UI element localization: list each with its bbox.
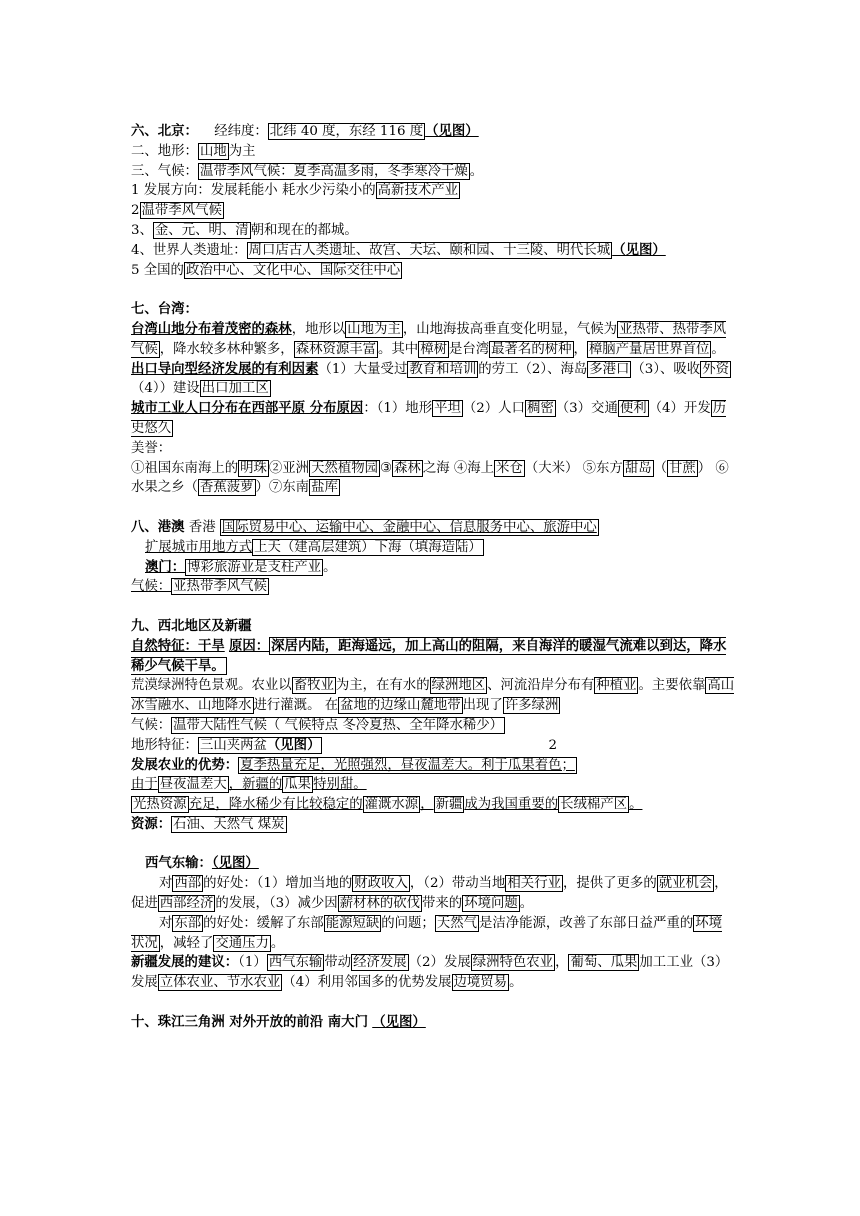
taiwan-forest-lead: 台湾山地分布着茂密的森林 bbox=[131, 320, 292, 337]
hk-answer: 国际贸易中心、运输中心、金融中心、信息服务中心、旅游中心 bbox=[221, 519, 597, 535]
item-3-tail: 朝和现在的都城。 bbox=[250, 222, 358, 238]
answer-econ-dev: 经济发展 bbox=[353, 955, 407, 971]
cotton-line bbox=[131, 795, 735, 815]
answer-3d-agri: 立体农业、节水农业 bbox=[159, 975, 281, 991]
text-run: 充足，降水稀少有比较稳定的 bbox=[188, 797, 363, 813]
stray-number: 2 bbox=[548, 737, 557, 753]
text-run: （4））建设 bbox=[131, 381, 200, 397]
text-run: ， bbox=[420, 797, 434, 813]
hk-label: 香港 bbox=[188, 519, 216, 535]
section-7-title: 七、台湾： bbox=[131, 301, 198, 318]
section-10-line bbox=[131, 1013, 735, 1033]
text-run: ）⑦东南 bbox=[255, 480, 310, 496]
text-run: （1）大量受过 bbox=[318, 361, 408, 377]
export-economy-paragraph bbox=[131, 360, 735, 400]
terrain-answer: 山地 bbox=[199, 143, 227, 159]
text-run: 。 bbox=[519, 896, 534, 912]
text-run: （3）、吸收 bbox=[631, 361, 701, 377]
climate-line bbox=[131, 162, 735, 182]
climate-label: 三、气候： bbox=[131, 163, 198, 179]
answer-irrigation: 灌溉水源 bbox=[364, 797, 419, 813]
export-economy-lead: 出口导向型经济发展的有利因素 bbox=[131, 360, 319, 377]
answer-oasis: 绿洲地区 bbox=[431, 678, 486, 694]
text-run: 进行灌溉。 在 bbox=[253, 698, 339, 714]
climate-answer: 温带季风气候：夏季高温多雨，冬季寒冷干燥 bbox=[199, 163, 468, 179]
text-run: 加工工业（3）发展 bbox=[131, 955, 729, 991]
text-run: 的好处：缓解了东部 bbox=[203, 915, 324, 931]
answer-fruit: 瓜果 bbox=[284, 777, 312, 793]
answer-crops: 种植业 bbox=[596, 678, 637, 694]
answer-climate: 亚热带、热带季风气候 bbox=[131, 321, 727, 357]
taiwan-forest-paragraph bbox=[131, 320, 735, 360]
latlon-label: 经纬度： bbox=[214, 124, 268, 139]
text-run: （2）人口 bbox=[462, 401, 525, 417]
item-4-label: 4、世界人类遗址： bbox=[131, 242, 247, 258]
agri-advantage-line bbox=[131, 756, 735, 776]
hk-climate-line bbox=[131, 577, 735, 597]
macau-answer: 博彩旅游业是支柱产业 bbox=[187, 559, 322, 575]
climate-tail: 。 bbox=[469, 163, 484, 179]
text-run: 。其中 bbox=[378, 341, 419, 357]
item-2-line bbox=[131, 201, 735, 221]
text-run: ，地形以 bbox=[291, 321, 346, 337]
item-2-num: 2 bbox=[131, 203, 140, 219]
text-run: 。 bbox=[629, 797, 643, 813]
dev-direction-line bbox=[131, 181, 735, 201]
nw-climate-line bbox=[131, 716, 735, 736]
text-run: 是台湾 bbox=[448, 341, 490, 357]
text-run: 成为我国重要的 bbox=[464, 797, 559, 813]
answer-foreign-capital: 外资 bbox=[702, 361, 729, 377]
text-run: 、河流沿岸分布有 bbox=[487, 678, 595, 694]
answer-pearl: 明珠 bbox=[240, 460, 267, 476]
answer-env-problem: 环境问题 bbox=[464, 896, 518, 912]
gas-west-paragraph bbox=[131, 874, 735, 914]
item-4-see-map: （见图） bbox=[612, 241, 666, 258]
text-run: 对 bbox=[159, 876, 173, 892]
item-2-answer: 温带季风气候 bbox=[141, 203, 222, 219]
city-distribution-paragraph bbox=[131, 399, 735, 439]
text-run: ，山地海拔高垂直变化明显，气候为 bbox=[402, 321, 618, 337]
item-3-answer: 金、元、明、清 bbox=[154, 222, 249, 238]
expand-line bbox=[145, 538, 735, 558]
text-run: （2）发展 bbox=[408, 955, 471, 971]
gas-east-paragraph bbox=[131, 914, 735, 954]
text-run: ③ bbox=[380, 460, 393, 476]
latlon-answer: 北纬 40 度，东经 116 度 bbox=[269, 124, 424, 139]
answer-history: 历史悠久 bbox=[131, 401, 727, 436]
item-3-num: 3、 bbox=[131, 222, 153, 238]
answer-meltwater: 高山冰雪融水、山地降水 bbox=[131, 678, 735, 714]
hk-climate-answer: 亚热带季风气候 bbox=[173, 579, 267, 595]
answer-education: 教育和培训 bbox=[409, 361, 477, 377]
text-run: ，减轻了 bbox=[159, 935, 214, 951]
macau-line bbox=[145, 558, 735, 578]
answer-energy-shortage: 能源短缺 bbox=[325, 915, 380, 931]
text-run: 的发展，（3）减少因 bbox=[215, 896, 338, 912]
resources-answer: 石油、天然气 煤炭 bbox=[173, 816, 285, 832]
text-run: ， bbox=[573, 341, 587, 357]
text-run: 的问题； bbox=[381, 915, 435, 931]
answer-mountain: 山地为主 bbox=[347, 321, 401, 337]
answer-west-economy: 西部经济 bbox=[159, 896, 214, 912]
text-run: 为主，在有水的 bbox=[335, 678, 430, 694]
answer-dense: 稠密 bbox=[526, 401, 554, 417]
gas-title-line bbox=[145, 854, 735, 874]
answer-forest-sea: 森林 bbox=[394, 460, 421, 476]
text-run: ） ⑥水果之乡（ bbox=[131, 460, 729, 496]
answer-xinjiang: 新疆 bbox=[435, 797, 463, 813]
answer-famous-tree: 最著名的树种 bbox=[491, 341, 572, 357]
text-run: 之海 ④海上 bbox=[422, 460, 495, 476]
section-6-title: 六、北京： bbox=[131, 123, 198, 139]
item-4-answer: 周口店古人类遗址、故宫、天坛、颐和园、十三陵、明代长城 bbox=[248, 242, 611, 258]
landform-see-map: （见图） bbox=[266, 736, 321, 753]
natural-feature-paragraph bbox=[131, 637, 735, 677]
text-run: ②亚洲 bbox=[268, 460, 310, 476]
text-run: 。主要依靠 bbox=[638, 678, 706, 694]
answer-jobs: 就业机会 bbox=[658, 876, 713, 892]
answer-natural-gas: 天然气 bbox=[436, 915, 477, 931]
text-run: （1） bbox=[238, 955, 267, 971]
answer-convenient: 便利 bbox=[619, 401, 647, 417]
answer-export-zone: 出口加工区 bbox=[201, 381, 269, 397]
text-run: 带动 bbox=[324, 955, 352, 971]
item-4-line bbox=[131, 241, 735, 261]
answer-ports: 多港口 bbox=[589, 361, 630, 377]
dev-answer: 高新技术产业 bbox=[377, 183, 459, 199]
natural-feature-label: 自然特征：干旱 bbox=[131, 637, 225, 654]
text-run: 荒漠绿洲特色景观。农业以 bbox=[131, 678, 292, 694]
item-5-answer: 政治中心、文化中心、国际交往中心 bbox=[185, 262, 401, 278]
answer-livestock: 畜牧业 bbox=[293, 678, 334, 694]
hk-climate-label: 气候： bbox=[131, 579, 172, 595]
gas-title: 西气东输： bbox=[145, 855, 212, 872]
answer-sweet-island: 甜岛 bbox=[624, 460, 652, 476]
item-5-line bbox=[131, 261, 735, 281]
landform-answer bbox=[198, 737, 323, 754]
answer-salt: 盐库 bbox=[311, 480, 338, 496]
text-run: ：（1）地形 bbox=[363, 401, 433, 417]
text-run: 特别甜。 bbox=[313, 777, 367, 793]
terrain-line bbox=[131, 142, 735, 162]
gas-see-map: （见图） bbox=[211, 855, 259, 872]
answer-banana-pineapple: 香蕉菠萝 bbox=[199, 480, 254, 496]
expand-label: 扩展城市用地方式 bbox=[145, 539, 253, 555]
answer-light-heat: 光热资源 bbox=[133, 797, 187, 813]
text-run: ，促进 bbox=[131, 876, 728, 912]
answer-env-status: 环境状况 bbox=[131, 915, 723, 951]
city-distribution-lead: 城市工业人口分布在西部平原 分布原因 bbox=[131, 400, 364, 417]
answer-sugarcane: 甘蔗 bbox=[669, 460, 696, 476]
text-run: （大米） ⑤东方 bbox=[524, 460, 623, 476]
text-run: ， bbox=[555, 955, 569, 971]
section-10-see-map: （见图） bbox=[372, 1013, 426, 1030]
latlon-see-map: （见图） bbox=[425, 123, 479, 139]
answer-deforestation: 薪材林的砍伐 bbox=[339, 896, 421, 912]
terrain-label: 二、地形： bbox=[131, 143, 198, 159]
answer-many-oases: 许多绿洲 bbox=[504, 698, 559, 714]
answer-oasis-agri: 绿洲特色农业 bbox=[472, 955, 554, 971]
text-run: ，新疆的 bbox=[228, 777, 283, 793]
macau-label: 澳门 bbox=[145, 558, 172, 575]
answer-cotton: 长绒棉产区 bbox=[560, 797, 628, 813]
beijing-heading-line bbox=[131, 122, 735, 142]
text-run: ： bbox=[171, 558, 186, 575]
agri-sweet-line bbox=[131, 775, 735, 795]
answer-industries: 相关行业 bbox=[507, 876, 561, 892]
nw-climate-label: 气候： bbox=[131, 717, 172, 733]
text-run: 。 bbox=[270, 935, 285, 951]
answer-revenue: 财政收入 bbox=[354, 876, 408, 892]
item-3-line bbox=[131, 221, 735, 241]
text-run: ，（2）带动当地 bbox=[409, 876, 506, 892]
agri-label: 发展农业的优势： bbox=[131, 756, 239, 773]
text-run: 。 bbox=[323, 559, 337, 575]
answer-basin-edge: 盆地的边缘山麓地带 bbox=[340, 698, 461, 714]
section-10-title: 十、珠江三角洲 对外开放的前沿 南大门 bbox=[131, 1013, 368, 1030]
answer-camphor: 樟树 bbox=[420, 341, 447, 357]
resources-label: 资源： bbox=[131, 815, 172, 832]
item-5-label: 5 全国的 bbox=[131, 262, 184, 278]
answer-gas-project: 西气东输 bbox=[268, 955, 323, 971]
landform-text: 三山夹两盆 bbox=[199, 737, 267, 753]
text-run: 是洁净能源，改善了东部日益严重的 bbox=[478, 915, 694, 931]
terrain-tail: 为主 bbox=[228, 143, 256, 159]
text-run: ，提供了更多的 bbox=[562, 876, 657, 892]
text-run: 带来的 bbox=[422, 896, 463, 912]
landform-label: 地形特征： bbox=[131, 737, 198, 753]
answer-flat: 平坦 bbox=[434, 401, 461, 417]
text-run: 。 bbox=[509, 975, 523, 991]
answer-traffic: 交通压力 bbox=[215, 935, 269, 951]
text-run: （ bbox=[653, 460, 667, 476]
suggestion-label: 新疆发展的建议： bbox=[131, 954, 239, 971]
nw-climate-answer: 温带大陆性气候（ 气候特点 冬冷夏热、全年降水稀少） bbox=[173, 717, 504, 733]
answer-grape-melon: 葡萄、瓜果 bbox=[570, 955, 638, 971]
expand-answer: 上天（建高层建筑）下海（填海造陆） bbox=[254, 539, 482, 555]
answer-forest: 森林资源丰富 bbox=[295, 341, 377, 357]
answer-botanic: 天然植物园 bbox=[311, 460, 379, 476]
section-9-title: 九、西北地区及新疆 bbox=[131, 617, 252, 634]
landform-line bbox=[131, 736, 735, 756]
answer-camphor-oil: 樟脑产量居世界首位 bbox=[588, 341, 710, 357]
text-run: ，降水较多林种繁多， bbox=[159, 341, 294, 357]
answer-border-trade: 边境贸易 bbox=[453, 975, 508, 991]
text-run: （4）利用邻国多的优势发展 bbox=[282, 975, 452, 991]
natural-reason-answer: 深居内陆，距海遥远，加上高山的阻隔，来自海洋的暖湿气流难以到达，降水稀少气候干旱。 bbox=[131, 637, 727, 674]
text-run: 对 bbox=[159, 915, 173, 931]
section-8-title: 八、港澳 bbox=[131, 518, 185, 535]
resources-line bbox=[131, 815, 735, 835]
text-run: 的劳工（2）、海岛 bbox=[478, 361, 588, 377]
praise-list bbox=[131, 459, 735, 499]
text-run: 出现了 bbox=[462, 698, 503, 714]
text-run: 由于 bbox=[131, 777, 158, 793]
answer-west: 西部 bbox=[174, 876, 202, 892]
text-run: （3）交通 bbox=[555, 401, 618, 417]
hongkong-line bbox=[131, 518, 735, 538]
document-page bbox=[131, 122, 735, 1033]
answer-rice-barn: 米仓 bbox=[496, 460, 523, 476]
oasis-paragraph bbox=[131, 676, 735, 716]
praise-label: 美誉： bbox=[131, 440, 172, 456]
text-run: 的好处：（1）增加当地的 bbox=[203, 876, 353, 892]
answer-temp-diff: 昼夜温差大 bbox=[159, 777, 227, 793]
text-run: ①祖国东南海上的 bbox=[131, 460, 239, 476]
agri-answer: 夏季热量充足，光照强烈，昼夜温差大。利于瓜果着色； bbox=[240, 757, 575, 773]
natural-reason-label: 原因： bbox=[229, 637, 270, 654]
text-run: 。 bbox=[711, 341, 725, 357]
answer-east: 东部 bbox=[174, 915, 202, 931]
text-run: （4）开发 bbox=[648, 401, 711, 417]
dev-label: 1 发展方向：发展耗能小 耗水少污染小的 bbox=[131, 183, 376, 199]
suggestion-paragraph bbox=[131, 953, 735, 993]
